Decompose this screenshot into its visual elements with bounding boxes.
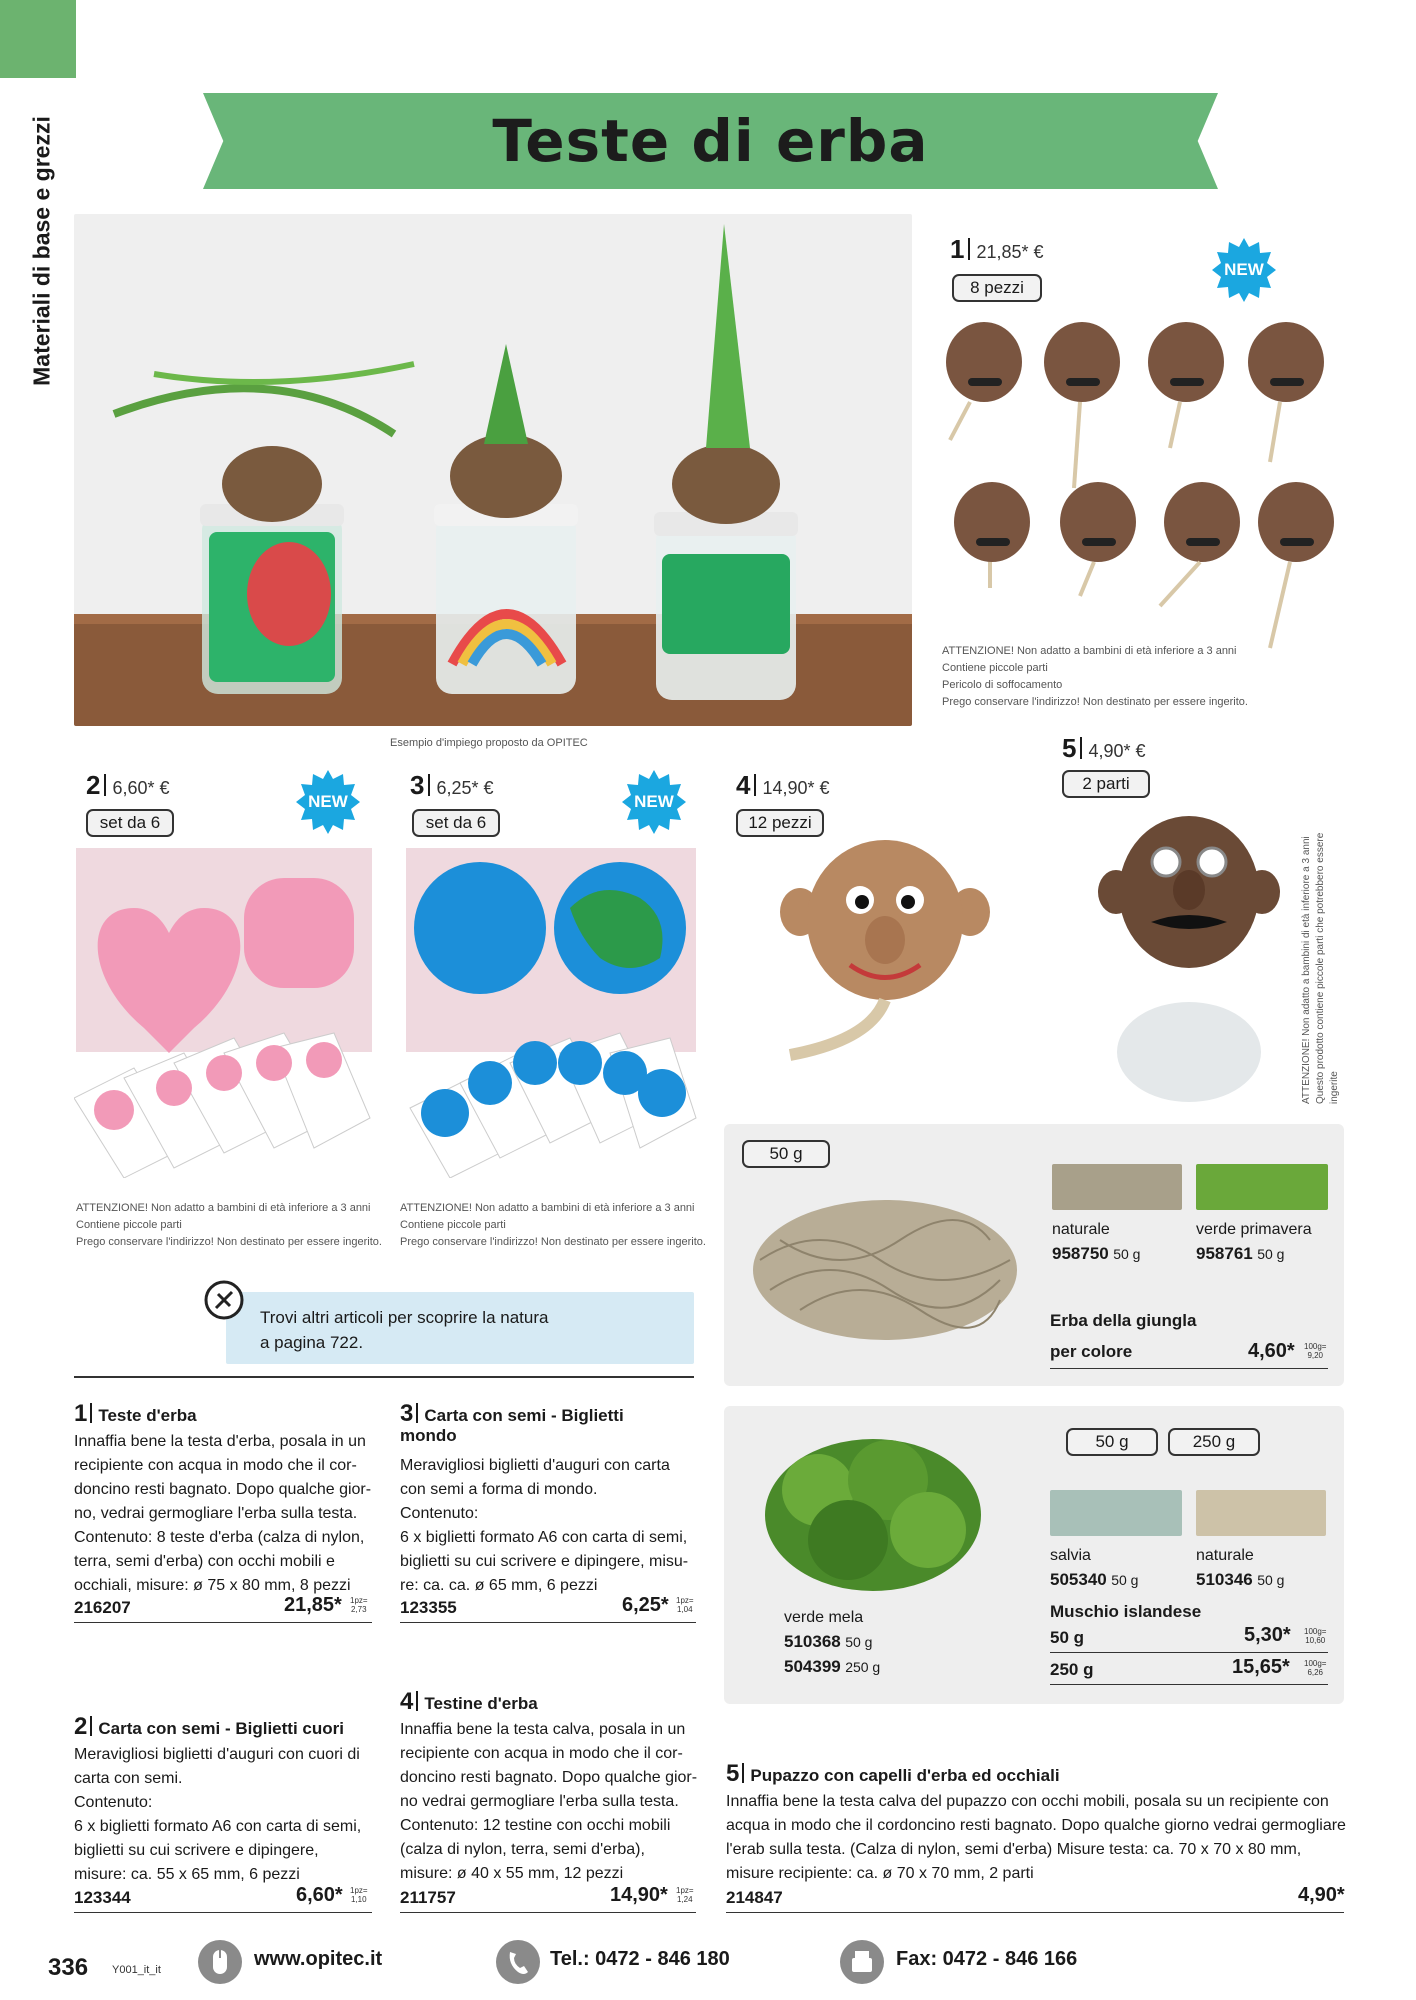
- corner-tab: [0, 0, 76, 78]
- product3-photo: [400, 848, 700, 1178]
- desc2-price: 6,60*: [296, 1884, 343, 1906]
- desc5-article: 214847: [726, 1888, 783, 1907]
- desc5-price: 4,90*: [1298, 1884, 1345, 1906]
- swatch-naturale: [1052, 1164, 1182, 1210]
- product-price: 6,25* €: [436, 778, 494, 798]
- product-number: 4: [736, 770, 751, 800]
- desc2-text: Meravigliosi biglietti d'auguri con cuori di carta con semi. Contenuto: 6 x biglietti formato A6 con carta di semi, biglietti su cui scrivere e dipingere, misure: ca. 55 x 65 mm, 6 pezzi: [74, 1746, 362, 1883]
- desc4-title: 4 Testine d'erba: [400, 1688, 538, 1715]
- jungle-unit-price: 100g= 9,20: [1304, 1342, 1327, 1360]
- divider: [74, 1912, 372, 1913]
- product-number: 3: [410, 770, 425, 800]
- new-badge: NEW: [296, 770, 360, 834]
- desc3-article: 123355: [400, 1598, 457, 1617]
- divider: [74, 1376, 694, 1378]
- product-number: 5: [1062, 733, 1077, 763]
- desc4-text: Innaffia bene la testa calva, posala in un recipiente con acqua in modo che il cor- doncino resti bagnato. Dopo qualche gior- no vedrai germogliare l'erba sulla testa. Contenuto: 12 testine con occhi mobili (calza di nylon, terra, semi d'erba), misure: ø 40 x 55 mm, 12 pezzi: [400, 1721, 698, 1882]
- tip-text: Trovi altri articoli per scoprire la natura a pagina 722.: [260, 1308, 549, 1352]
- product5-photo: [1096, 812, 1282, 1102]
- swatch-naturale-moss: [1196, 1490, 1326, 1536]
- warning-product3: ATTENZIONE! Non adatto a bambini di età inferiore a 3 anni Contiene piccole parti Prego conservare l'indirizzo! Non destinato per essere ingerito.: [400, 1202, 706, 1248]
- phone-icon: [496, 1940, 540, 1984]
- desc2-title: 2 Carta con semi - Biglietti cuori: [74, 1713, 344, 1740]
- desc4-unit: 1pz= 1,24: [676, 1886, 694, 1904]
- quantity-tag: 12 pezzi: [736, 809, 824, 837]
- desc2-article: 123344: [74, 1888, 131, 1907]
- swatch-salvia: [1050, 1490, 1182, 1536]
- footer-fax: Fax: 0472 - 846 166: [896, 1948, 1078, 1970]
- fax-icon: [840, 1940, 884, 1984]
- moss-title: Muschio islandese: [1050, 1602, 1202, 1621]
- product1-photo: [930, 318, 1350, 658]
- product-price: 6,60* €: [112, 778, 170, 798]
- moss-salvia-label: salvia 505340 50 g: [1050, 1547, 1139, 1589]
- page-title: Teste di erba: [492, 107, 929, 175]
- product4-header: [736, 770, 830, 801]
- main-photo: [74, 214, 912, 726]
- desc3-title: 3 Carta con semi - Biglietti: [400, 1400, 624, 1427]
- desc3-title-line2: mondo: [400, 1426, 457, 1445]
- new-badge: NEW: [622, 770, 686, 834]
- desc1-article: 216207: [74, 1598, 131, 1617]
- product3-header: [410, 770, 494, 801]
- jungle-naturale-label: naturale 958750 50 g: [1052, 1221, 1141, 1263]
- product4-photo: [770, 840, 1000, 1070]
- footer-phone: Tel.: 0472 - 846 180: [550, 1948, 730, 1970]
- moss-naturale-label: naturale 510346 50 g: [1196, 1547, 1285, 1589]
- catalog-code: Y001_it_it: [112, 1964, 161, 1976]
- desc1-price: 21,85*: [284, 1594, 342, 1616]
- divider: [400, 1912, 696, 1913]
- desc5-title: 5 Pupazzo con capelli d'erba ed occhiali: [726, 1760, 1060, 1787]
- quantity-tag: 50 g: [742, 1140, 830, 1168]
- divider: [400, 1622, 696, 1623]
- product2-header: [86, 770, 170, 801]
- jungle-title: Erba della giungla: [1050, 1311, 1197, 1330]
- divider: [1050, 1652, 1328, 1653]
- warning-product1: ATTENZIONE! Non adatto a bambini di età inferiore a 3 anni Contiene piccole parti Pericolo di soffocamento Prego conservare l'indirizzo! Non destinato per essere ingerito.: [942, 645, 1248, 708]
- moss-verde-mela-label: verde mela 510368 50 g 504399 250 g: [784, 1609, 881, 1676]
- desc3-price: 6,25*: [622, 1594, 669, 1616]
- divider: [1050, 1684, 1328, 1685]
- product-price: 21,85* €: [976, 242, 1044, 262]
- moss-weight-50: 50 g: [1050, 1628, 1085, 1647]
- moss-price-250: 15,65*: [1232, 1656, 1290, 1678]
- photo-caption: Esempio d'impiego proposto da OPITEC: [390, 737, 588, 749]
- page-number: 336: [48, 1954, 89, 1981]
- footer-website[interactable]: www.opitec.it: [254, 1948, 383, 1970]
- product5-header: [1062, 733, 1146, 764]
- moss-unit-50: 100g= 10,60: [1304, 1627, 1327, 1645]
- warning-product5: ATTENZIONE! Non adatto a bambini di età inferiore a 3 anni Questo prodotto contiene piccole parti che potrebbero essere ingerite: [1301, 832, 1340, 1104]
- quantity-tag: set da 6: [86, 809, 174, 837]
- divider: [74, 1622, 372, 1623]
- sidebar-category: Materiali di base e grezzi: [28, 116, 55, 386]
- desc3-text: Meravigliosi biglietti d'auguri con carta con semi a forma di mondo. Contenuto: 6 x biglietti formato A6 con carta di semi, biglietti su cui scrivere e dipingere, misu- re: ca. ca. ø 65 mm, 6 pezzi: [400, 1457, 689, 1594]
- jungle-grass-photo: [740, 1180, 1030, 1360]
- mouse-icon: [198, 1940, 242, 1984]
- desc1-title: 1 Teste d'erba: [74, 1400, 197, 1427]
- moss-photo: [758, 1430, 988, 1600]
- quantity-tag: 8 pezzi: [952, 274, 1042, 302]
- desc4-article: 211757: [400, 1888, 456, 1907]
- product-price: 4,90* €: [1088, 741, 1146, 761]
- desc1-unit: 1pz= 2,73: [350, 1596, 368, 1614]
- product2-photo: [74, 848, 374, 1178]
- jungle-subtitle: per colore: [1050, 1342, 1133, 1361]
- jungle-price: 4,60*: [1248, 1340, 1295, 1362]
- desc4-price: 14,90*: [610, 1884, 668, 1906]
- scissors-icon: [204, 1280, 244, 1320]
- moss-price-50: 5,30*: [1244, 1624, 1291, 1646]
- quantity-tag: 2 parti: [1062, 770, 1150, 798]
- desc2-unit: 1pz= 1,10: [350, 1886, 368, 1904]
- divider: [1050, 1368, 1328, 1369]
- product-number: 1: [950, 234, 965, 264]
- product-price: 14,90* €: [762, 778, 830, 798]
- desc1-text: Innaffia bene la testa d'erba, posala in un recipiente con acqua in modo che il cor- doncino resti bagnato. Dopo qualche gior- no, vedrai germogliare l'erba sulla testa. Contenuto: 8 teste d'erba (calza di nylon, terra, semi d'erba) con occhi mobili e occhiali, misure: ø 75 x 80 mm, 8 pezzi: [74, 1433, 372, 1594]
- quantity-tag: 50 g: [1066, 1428, 1158, 1456]
- product-number: 2: [86, 770, 101, 800]
- swatch-verde-primavera: [1196, 1164, 1328, 1210]
- moss-weight-250: 250 g: [1050, 1660, 1094, 1679]
- divider: [726, 1912, 1344, 1913]
- jungle-verde-label: verde primavera 958761 50 g: [1196, 1221, 1312, 1263]
- desc5-text: Innaffia bene la testa calva del pupazzo con occhi mobili, posala su un recipiente con acqua in modo che il cordoncino resti bagnato. Dopo qualche giorno vedrai germogliare l'erab sulla testa. (Calza di nylon, semi d'erba) Misure testa: ca. 70 x 70 x 80 mm, misure recipiente: ca. ø 70 x 70 mm, 2 parti: [726, 1793, 1346, 1882]
- moss-unit-250: 100g= 6,26: [1304, 1659, 1327, 1677]
- quantity-tag: set da 6: [412, 809, 500, 837]
- new-badge: NEW: [1212, 238, 1276, 302]
- product1-header: [950, 234, 1044, 265]
- desc3-unit: 1pz= 1,04: [676, 1596, 694, 1614]
- warning-product2: ATTENZIONE! Non adatto a bambini di età inferiore a 3 anni Contiene piccole parti Prego conservare l'indirizzo! Non destinato per essere ingerito.: [76, 1202, 382, 1248]
- quantity-tag: 250 g: [1168, 1428, 1260, 1456]
